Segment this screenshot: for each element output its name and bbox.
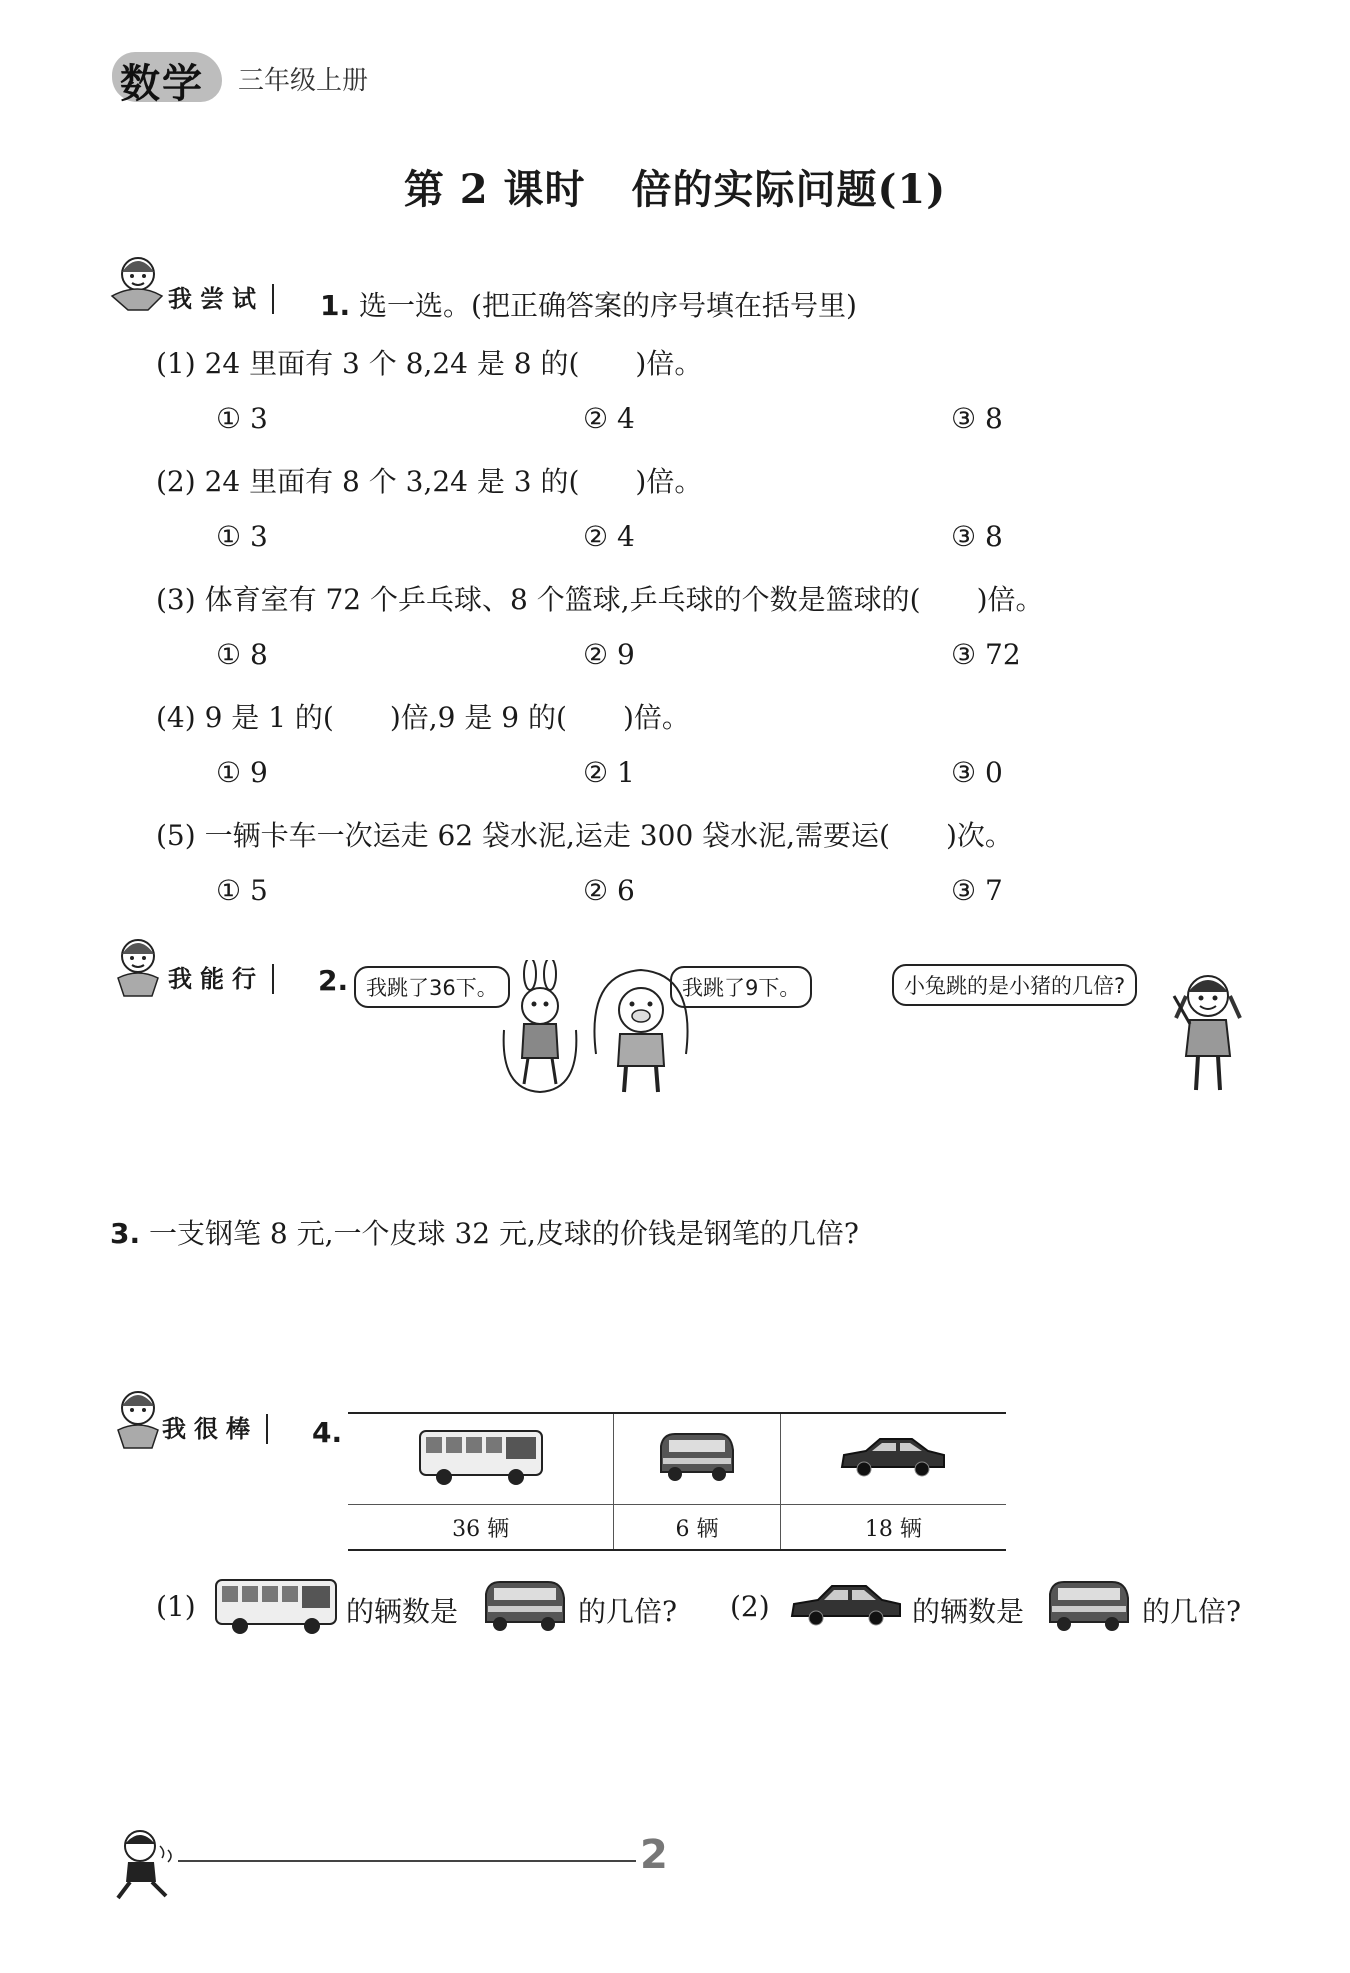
van-icon [657,1426,737,1486]
running-kid-icon [110,1826,180,1902]
bus-count: 36 辆 [452,1516,510,1542]
option: ② 4 [583,402,635,435]
option: ② 6 [583,874,635,907]
subject-logo: 数学 [120,61,204,107]
van-icon [482,1574,568,1636]
option: ② 1 [583,756,635,789]
question-2-number: 2. [318,964,349,997]
bus-cell [348,1413,614,1505]
page-title [0,158,1350,215]
girl-waving-icon [1168,966,1248,1094]
girl-mascot-icon [108,934,166,998]
lesson-number: 第 2 课时 [403,166,586,213]
car-cell [780,1413,1006,1505]
option: ③ 0 [951,756,1003,789]
sub-question-2-mid: 的辆数是 [912,1595,1025,1628]
speech-bubble-girl: 小兔跳的是小猪的几倍? [892,964,1137,1006]
bus-icon [212,1572,340,1638]
sub-question-1-end: 的几倍? [578,1595,678,1628]
girl-mascot-icon [108,252,166,314]
question-number: 1. [320,289,351,322]
car-icon [838,1431,948,1481]
question-item: (1) 24 里面有 3 个 8,24 是 8 的( )倍。 [156,347,703,380]
speech-bubble-rabbit: 我跳了36下。 [354,966,510,1008]
bus-icon [416,1423,546,1489]
sub-question-2-id: (2) [730,1590,770,1623]
option: ① 9 [216,756,268,789]
vehicle-table [348,1412,1006,1551]
car-count: 18 辆 [780,1505,1006,1551]
van-cell [614,1413,781,1505]
option: ① 3 [216,520,268,553]
option: ③ 72 [951,638,1021,671]
section-label-try: 我尝试 [168,284,274,314]
question-item: (4) 9 是 1 的( )倍,9 是 9 的( )倍。 [156,701,690,734]
question-item: (3) 体育室有 72 个乒乓球、8 个篮球,乒乓球的个数是篮球的( )倍。 [156,583,1044,616]
grade-label: 三年级上册 [238,66,369,96]
car-icon [788,1578,904,1630]
pig-jumping-rope-icon [586,964,696,1098]
option: ① 8 [216,638,268,671]
question-4-number: 4. [312,1416,343,1449]
question-item: (5) 一辆卡车一次运走 62 袋水泥,运走 300 袋水泥,需要运( )次。 [156,819,1013,852]
option: ① 5 [216,874,268,907]
question-text: 选一选。(把正确答案的序号填在括号里) [359,289,857,322]
van-icon [1046,1574,1132,1636]
sub-question-1-id: (1) [156,1590,196,1623]
option: ① 3 [216,402,268,435]
rabbit-jumping-rope-icon [498,960,588,1096]
option: ③ 8 [951,402,1003,435]
question-item: (2) 24 里面有 8 个 3,24 是 3 的( )倍。 [156,465,703,498]
option: ② 9 [583,638,635,671]
sub-question-1-mid: 的辆数是 [346,1595,459,1628]
option: ② 4 [583,520,635,553]
section-label-great: 我很棒 [162,1414,268,1444]
option: ③ 8 [951,520,1003,553]
section-label-can-do: 我能行 [168,964,274,994]
lesson-topic: 倍的实际问题(1) [631,166,947,213]
footer-line [178,1860,636,1862]
van-count: 6 辆 [614,1505,781,1551]
speech-bubble-pig: 我跳了9下。 [670,966,812,1008]
option: ③ 7 [951,874,1003,907]
question-3: 3. 一支钢笔 8 元,一个皮球 32 元,皮球的价钱是钢笔的几倍? [110,1217,859,1250]
girl-mascot-icon [108,1386,166,1450]
question-1-prompt [320,284,857,324]
page-number: 2 [640,1832,668,1878]
sub-question-2-end: 的几倍? [1142,1595,1242,1628]
